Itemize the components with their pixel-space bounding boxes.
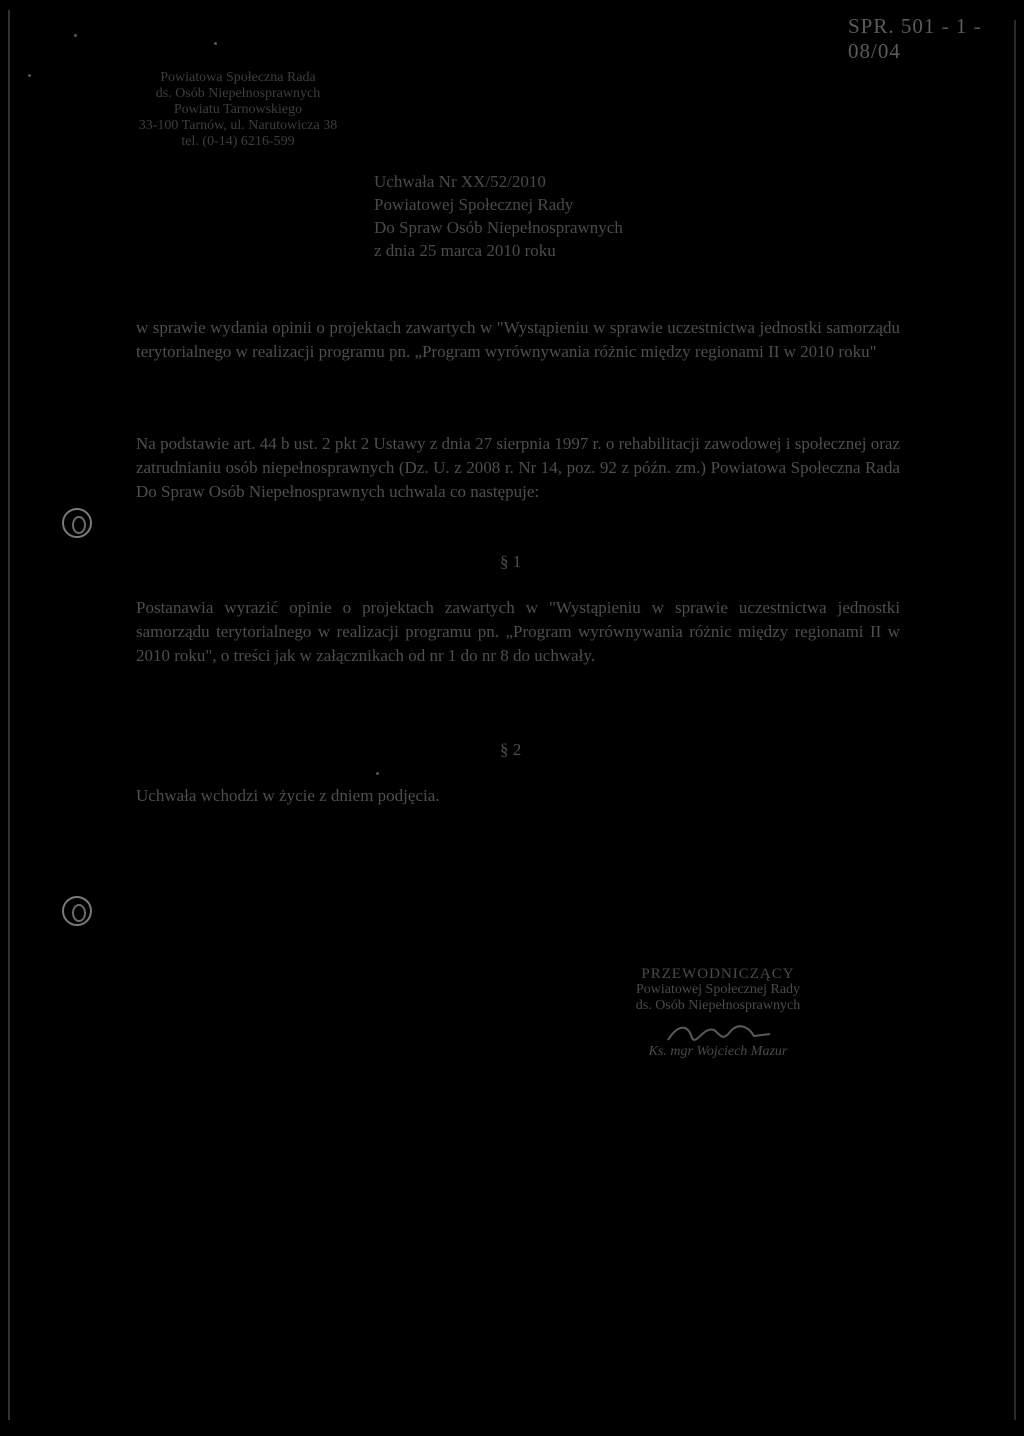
signature-block [588,966,848,1060]
resolution-title [374,170,734,262]
stamp-line-4: 33-100 Tarnów, ul. Narutowicza 38 [138,118,338,133]
legal-basis: Na podstawie art. 44 b ust. 2 pkt 2 Ustawy z dnia 27 sierpnia 1997 r. o rehabilitacji zawodowej i społecznej oraz zatrudnianiu osób niepełnosprawnych (Dz. U. z 2008 r. Nr 14, poz. 92 z późn. zm.) Powiatowa Społeczna Rada Do Spraw Osób Niepełnosprawnych uchwala co następuje: [136,434,900,501]
section-1-text: Postanawia wyrazić opinie o projektach zawartych w "Wystąpieniu w sprawie uczestnictwa jednostki samorządu terytorialnego w realizacji programu pn. „Program wyrównywania różnic między regionami II w 2010 roku", o treści jak w załącznikach od nr 1 do nr 8 do uchwały. [136,598,900,665]
stamp-line-2: ds. Osób Niepełnosprawnych [155,86,321,101]
stamp-line-3: Powiatu Tarnowskiego [173,102,303,117]
scan-speck [28,74,31,77]
signature-org-line-2: ds. Osób Niepełnosprawnych [635,998,801,1013]
reference-number: SPR. 501 - 1 - 08/04 [848,14,982,63]
council-stamp [108,70,368,150]
stamp-line-1: Powiatowa Społeczna Rada [160,70,316,85]
title-line-3: Do Spraw Osób Niepełnosprawnych [374,218,623,237]
scan-edge-right [1014,20,1016,1420]
scan-edge-left [8,10,10,1420]
scan-speck [74,34,77,37]
title-line-2: Powiatowej Społecznej Rady [374,195,574,214]
section-2-heading: § 2 [500,740,522,759]
section-1-heading: § 1 [500,552,522,571]
punch-hole-upper [62,508,92,538]
punch-hole-lower [62,896,92,926]
stamp-line-5: tel. (0-14) 6216-599 [181,134,295,149]
signature-name: Ks. mgr Wojciech Mazur [648,1044,788,1059]
section-2-text: Uchwała wchodzi w życie z dniem podjęcia. [136,786,440,805]
title-line-4: z dnia 25 marca 2010 roku [374,241,556,260]
scan-speck [214,42,217,45]
title-line-1: Uchwała Nr XX/52/2010 [374,172,546,191]
resolution-subject: w sprawie wydania opinii o projektach zawartych w "Wystąpieniu w sprawie uczestnictwa jednostki samorządu terytorialnego w realizacji programu pn. „Program wyrównywania różnic między regionami II w 2010 roku" [136,318,900,361]
signature-role: PRZEWODNICZĄCY [641,966,795,982]
signature-org-line-1: Powiatowej Społecznej Rady [635,982,801,997]
scan-speck [376,772,379,775]
